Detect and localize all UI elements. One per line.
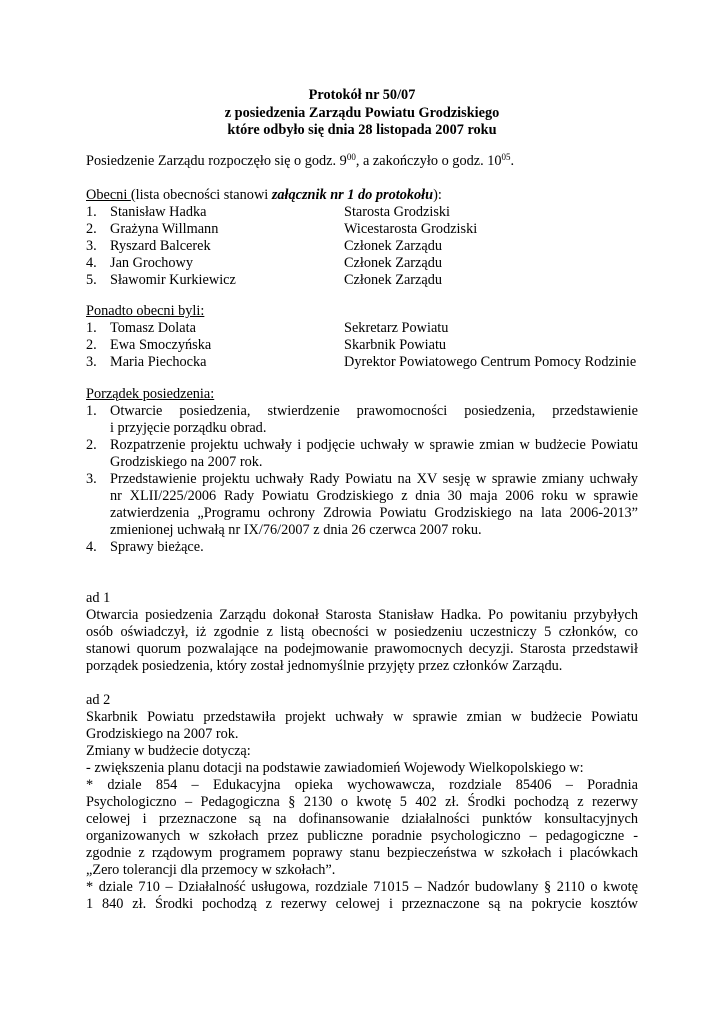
row-number: 3.	[86, 238, 97, 254]
agenda-number: 1.	[86, 403, 97, 419]
member-role: Członek Zarządu	[344, 255, 443, 271]
ad2-paragraph-line: Psychologiczno – Pedagogiczna § 2130 o kwotę 5 402 zł. Środki pochodzą z rezerwy	[86, 794, 638, 810]
ad2-paragraph-line: Zmiany w budżecie dotyczą:	[86, 743, 251, 759]
member-role: Starosta Grodziski	[344, 204, 451, 220]
attendance-row	[86, 204, 638, 220]
member-name: Jan Grochowy	[110, 255, 193, 271]
person-role: Dyrektor Powiatowego Centrum Pomocy Rodzinie	[344, 354, 637, 370]
ad2-paragraph-line: „Zero tolerancji dla przemocy w szkołach”.	[86, 862, 336, 878]
agenda-number: 4.	[86, 539, 97, 555]
opening-text-end: , a zakończyło o godz. 10	[355, 153, 502, 169]
start-minutes-sup: 00	[346, 152, 356, 162]
ad2-paragraph-line: celowej i przeznaczone są na dofinansowanie działalności punktów konsultacyjnych	[86, 811, 638, 827]
ad1-heading: ad 1	[86, 590, 111, 606]
row-number: 1.	[86, 320, 97, 336]
agenda-item-3-text-cont: zatwierdzenia „Programu ochrony Zdrowia Powiatu Grodziskiego na lata 2006-2013”	[110, 505, 638, 521]
ad2-paragraph-line: organizowanych w szkołach przez publiczne poradnie psychologiczno – pedagogiczne -	[86, 828, 638, 844]
attendance-label: Obecni	[86, 187, 131, 203]
agenda-heading: Porządek posiedzenia:	[86, 386, 215, 402]
member-name: Sławomir Kurkiewicz	[110, 272, 236, 288]
member-role: Członek Zarządu	[344, 238, 443, 254]
others-row	[86, 354, 638, 370]
person-role: Skarbnik Powiatu	[344, 337, 447, 353]
person-name: Tomasz Dolata	[110, 320, 196, 336]
agenda-item-1-text: Otwarcie posiedzenia, stwierdzenie prawomocności posiedzenia, przedstawienie	[110, 403, 638, 419]
agenda-item-4-text: Sprawy bieżące.	[110, 539, 204, 555]
agenda-number: 2.	[86, 437, 97, 453]
attendance-heading	[86, 187, 638, 203]
agenda-item-3-text: Przedstawienie projektu uchwały Rady Powiatu na XV sesję w sprawie zmiany uchwały	[110, 471, 638, 487]
row-number: 2.	[86, 337, 97, 353]
attendance-row	[86, 221, 638, 237]
opening-text-period: .	[510, 153, 515, 169]
attendance-note: (lista obecności stanowi	[130, 187, 272, 203]
member-name: Stanisław Hadka	[110, 204, 207, 220]
others-row	[86, 337, 638, 353]
member-role: Członek Zarządu	[344, 272, 443, 288]
attendance-row	[86, 272, 638, 288]
attachment-reference: załącznik nr 1 do protokołu	[271, 187, 434, 203]
agenda-item-2-text: Rozpatrzenie projektu uchwały i podjęcie uchwały w sprawie zmian w budżecie Powiatu	[110, 437, 638, 453]
row-number: 2.	[86, 221, 97, 237]
member-name: Grażyna Willmann	[110, 221, 219, 237]
ad2-paragraph-line: * dziale 854 – Edukacyjna opieka wychowawcza, rozdziale 85406 – Poradnia	[86, 777, 638, 793]
ad2-paragraph-line: Grodziskiego na 2007 rok.	[86, 726, 239, 742]
ad1-paragraph-line: osób oświadczył, iż zgodnie z listą obecności w posiedzeniu uczestniczy 5 członków, co	[86, 624, 638, 640]
row-number: 1.	[86, 204, 97, 220]
row-number: 3.	[86, 354, 97, 370]
ad2-paragraph-line: Skarbnik Powiatu przedstawiła projekt uchwały w sprawie zmian w budżecie Powiatu	[86, 709, 638, 725]
ad2-paragraph-line: 1 840 zł. Środki pochodzą z rezerwy celowej i przeznaczone są na pokrycie kosztów	[86, 896, 638, 912]
attendance-row	[86, 255, 638, 271]
ad2-paragraph-line: * dziale 710 – Działalność usługowa, rozdziale 71015 – Nadzór budowlany § 2110 o kwotę	[86, 879, 638, 895]
agenda-item-1-text-cont: i przyjęcie porządku obrad.	[110, 420, 267, 436]
end-minutes-sup: 05	[501, 152, 511, 162]
protocol-number-title: Protokół nr 50/07	[308, 87, 416, 103]
ad2-paragraph-line: zgodnie z rządowym programem poprawy stanu bezpieczeństwa w szkołach i placówkach	[86, 845, 638, 861]
row-number: 4.	[86, 255, 97, 271]
opening-text-start: Posiedzenie Zarządu rozpoczęło się o godz. 9	[86, 153, 347, 169]
ad2-paragraph-line: - zwiększenia planu dotacji na podstawie zawiadomień Wojewody Wielkopolskiego w:	[86, 760, 584, 776]
person-name: Ewa Smoczyńska	[110, 337, 212, 353]
opening-time-line	[86, 153, 638, 169]
ad1-paragraph-line: Otwarcia posiedzenia Zarządu dokonał Starosta Stanisław Hadka. Po powitaniu przybyłych	[86, 607, 638, 623]
person-role: Sekretarz Powiatu	[344, 320, 449, 336]
protocol-subtitle: z posiedzenia Zarządu Powiatu Grodziskiego	[224, 105, 500, 121]
attendance-note-end: ):	[433, 187, 442, 203]
ad1-paragraph-line: stanowi quorum pozwalające na podejmowanie prawomocnych decyzji. Starosta przedstawił	[86, 641, 638, 657]
others-row	[86, 320, 638, 336]
agenda-item-3-text-cont: nr XLII/225/2006 Rady Powiatu Grodziskiego z dnia 30 maja 2006 roku w sprawie	[110, 488, 638, 504]
agenda-item-2-text-cont: Grodziskiego na 2007 rok.	[110, 454, 263, 470]
agenda-item-3-text-cont: zmienionej uchwałą nr IX/76/2007 z dnia 26 czerwca 2007 roku.	[110, 522, 482, 538]
member-role: Wicestarosta Grodziski	[344, 221, 478, 237]
ad1-paragraph-line: porządek posiedzenia, który został jednomyślnie przyjęty przez członków Zarządu.	[86, 658, 563, 674]
ad2-heading: ad 2	[86, 692, 111, 708]
others-heading: Ponadto obecni byli:	[86, 303, 205, 319]
attendance-row	[86, 238, 638, 254]
row-number: 5.	[86, 272, 97, 288]
member-name: Ryszard Balcerek	[110, 238, 211, 254]
protocol-date-line: które odbyło się dnia 28 listopada 2007 roku	[227, 122, 497, 138]
agenda-number: 3.	[86, 471, 97, 487]
person-name: Maria Piechocka	[110, 354, 207, 370]
